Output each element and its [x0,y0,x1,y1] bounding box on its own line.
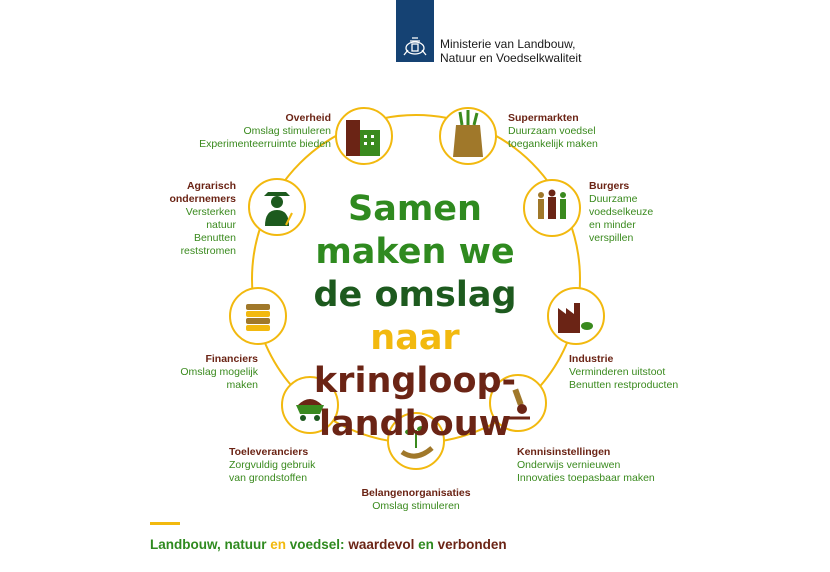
overheid-line: Experimenteerruimte bieden [199,138,331,150]
agrarisch-title: ondernemers [169,193,236,205]
industrie-label [569,353,678,392]
title-line-4: kringloop- [313,361,517,401]
supermarkten-title: Supermarkten [508,112,579,124]
kennisinstellingen-label [517,446,655,485]
burgers-label [589,180,653,245]
footer-tagline [150,537,507,552]
burgers-title: Burgers [589,180,630,192]
ministry-line-2: Natuur en Voedselkwaliteit [440,51,582,65]
overheid-icon [336,108,392,164]
burgers-line: en minder [589,219,636,231]
title-line-5: landbouw [319,404,511,444]
footer-accent-line [150,522,180,525]
tagline-part: en [418,537,434,552]
belangenorganisaties-title: Belangenorganisaties [361,487,471,499]
tagline-part: en [270,537,287,552]
kennisinstellingen-line: Innovaties toepasbaar maken [517,472,655,484]
title-line-3b: naar [370,318,460,358]
agrarisch-line: Versterken [185,206,236,218]
belangenorganisaties-line: Omslag stimuleren [372,500,460,512]
burgers-line: Duurzame [589,193,638,205]
belangenorganisaties-label [336,487,496,513]
financiers-title: Financiers [205,353,258,365]
overheid-line: Omslag stimuleren [243,125,331,137]
supermarkten-line: toegankelijk maken [508,138,598,150]
tagline-part: verbonden [437,537,507,552]
agrarisch-title: Agrarisch [186,180,236,192]
overheid-label [199,112,331,151]
title-line-3a: de omslag [313,275,517,315]
agrarisch-line: natuur [206,219,236,231]
tagline-part: Landbouw, natuur [150,537,267,552]
agrarisch-ondernemers-label [169,180,236,258]
overheid-title: Overheid [285,112,331,124]
agrarisch-line: Benutten [193,232,236,244]
burgers-line: verspillen [589,232,634,244]
supermarkten-line: Duurzaam voedsel [508,125,596,137]
ministry-line-1: Ministerie van Landbouw, [440,37,576,51]
financiers-line: maken [226,379,258,391]
kennisinstellingen-title: Kennisinstellingen [517,446,611,458]
industrie-line: Verminderen uitstoot [569,366,666,378]
burgers-line: voedselkeuze [589,206,654,218]
financiers-label [180,353,258,392]
title-line-2: maken we [315,232,515,272]
toeleveranciers-label [229,446,315,485]
kennisinstellingen-line: Onderwijs vernieuwen [517,459,621,471]
toeleveranciers-title: Toeleveranciers [229,446,309,458]
industrie-line: Benutten restproducten [569,379,679,391]
center-title [270,188,560,446]
tagline-part: voedsel: [289,537,345,552]
title-line-1: Samen [348,189,482,229]
toeleveranciers-line: van grondstoffen [229,472,308,484]
toeleveranciers-line: Zorgvuldig gebruik [229,459,316,471]
title-line-3 [270,274,560,360]
financiers-line: Omslag mogelijk [180,366,258,378]
agrarisch-line: reststromen [180,245,236,257]
supermarkten-label [508,112,598,151]
tagline-part: waardevol [348,537,415,552]
industrie-title: Industrie [569,353,614,365]
supermarkten-icon [440,108,496,164]
